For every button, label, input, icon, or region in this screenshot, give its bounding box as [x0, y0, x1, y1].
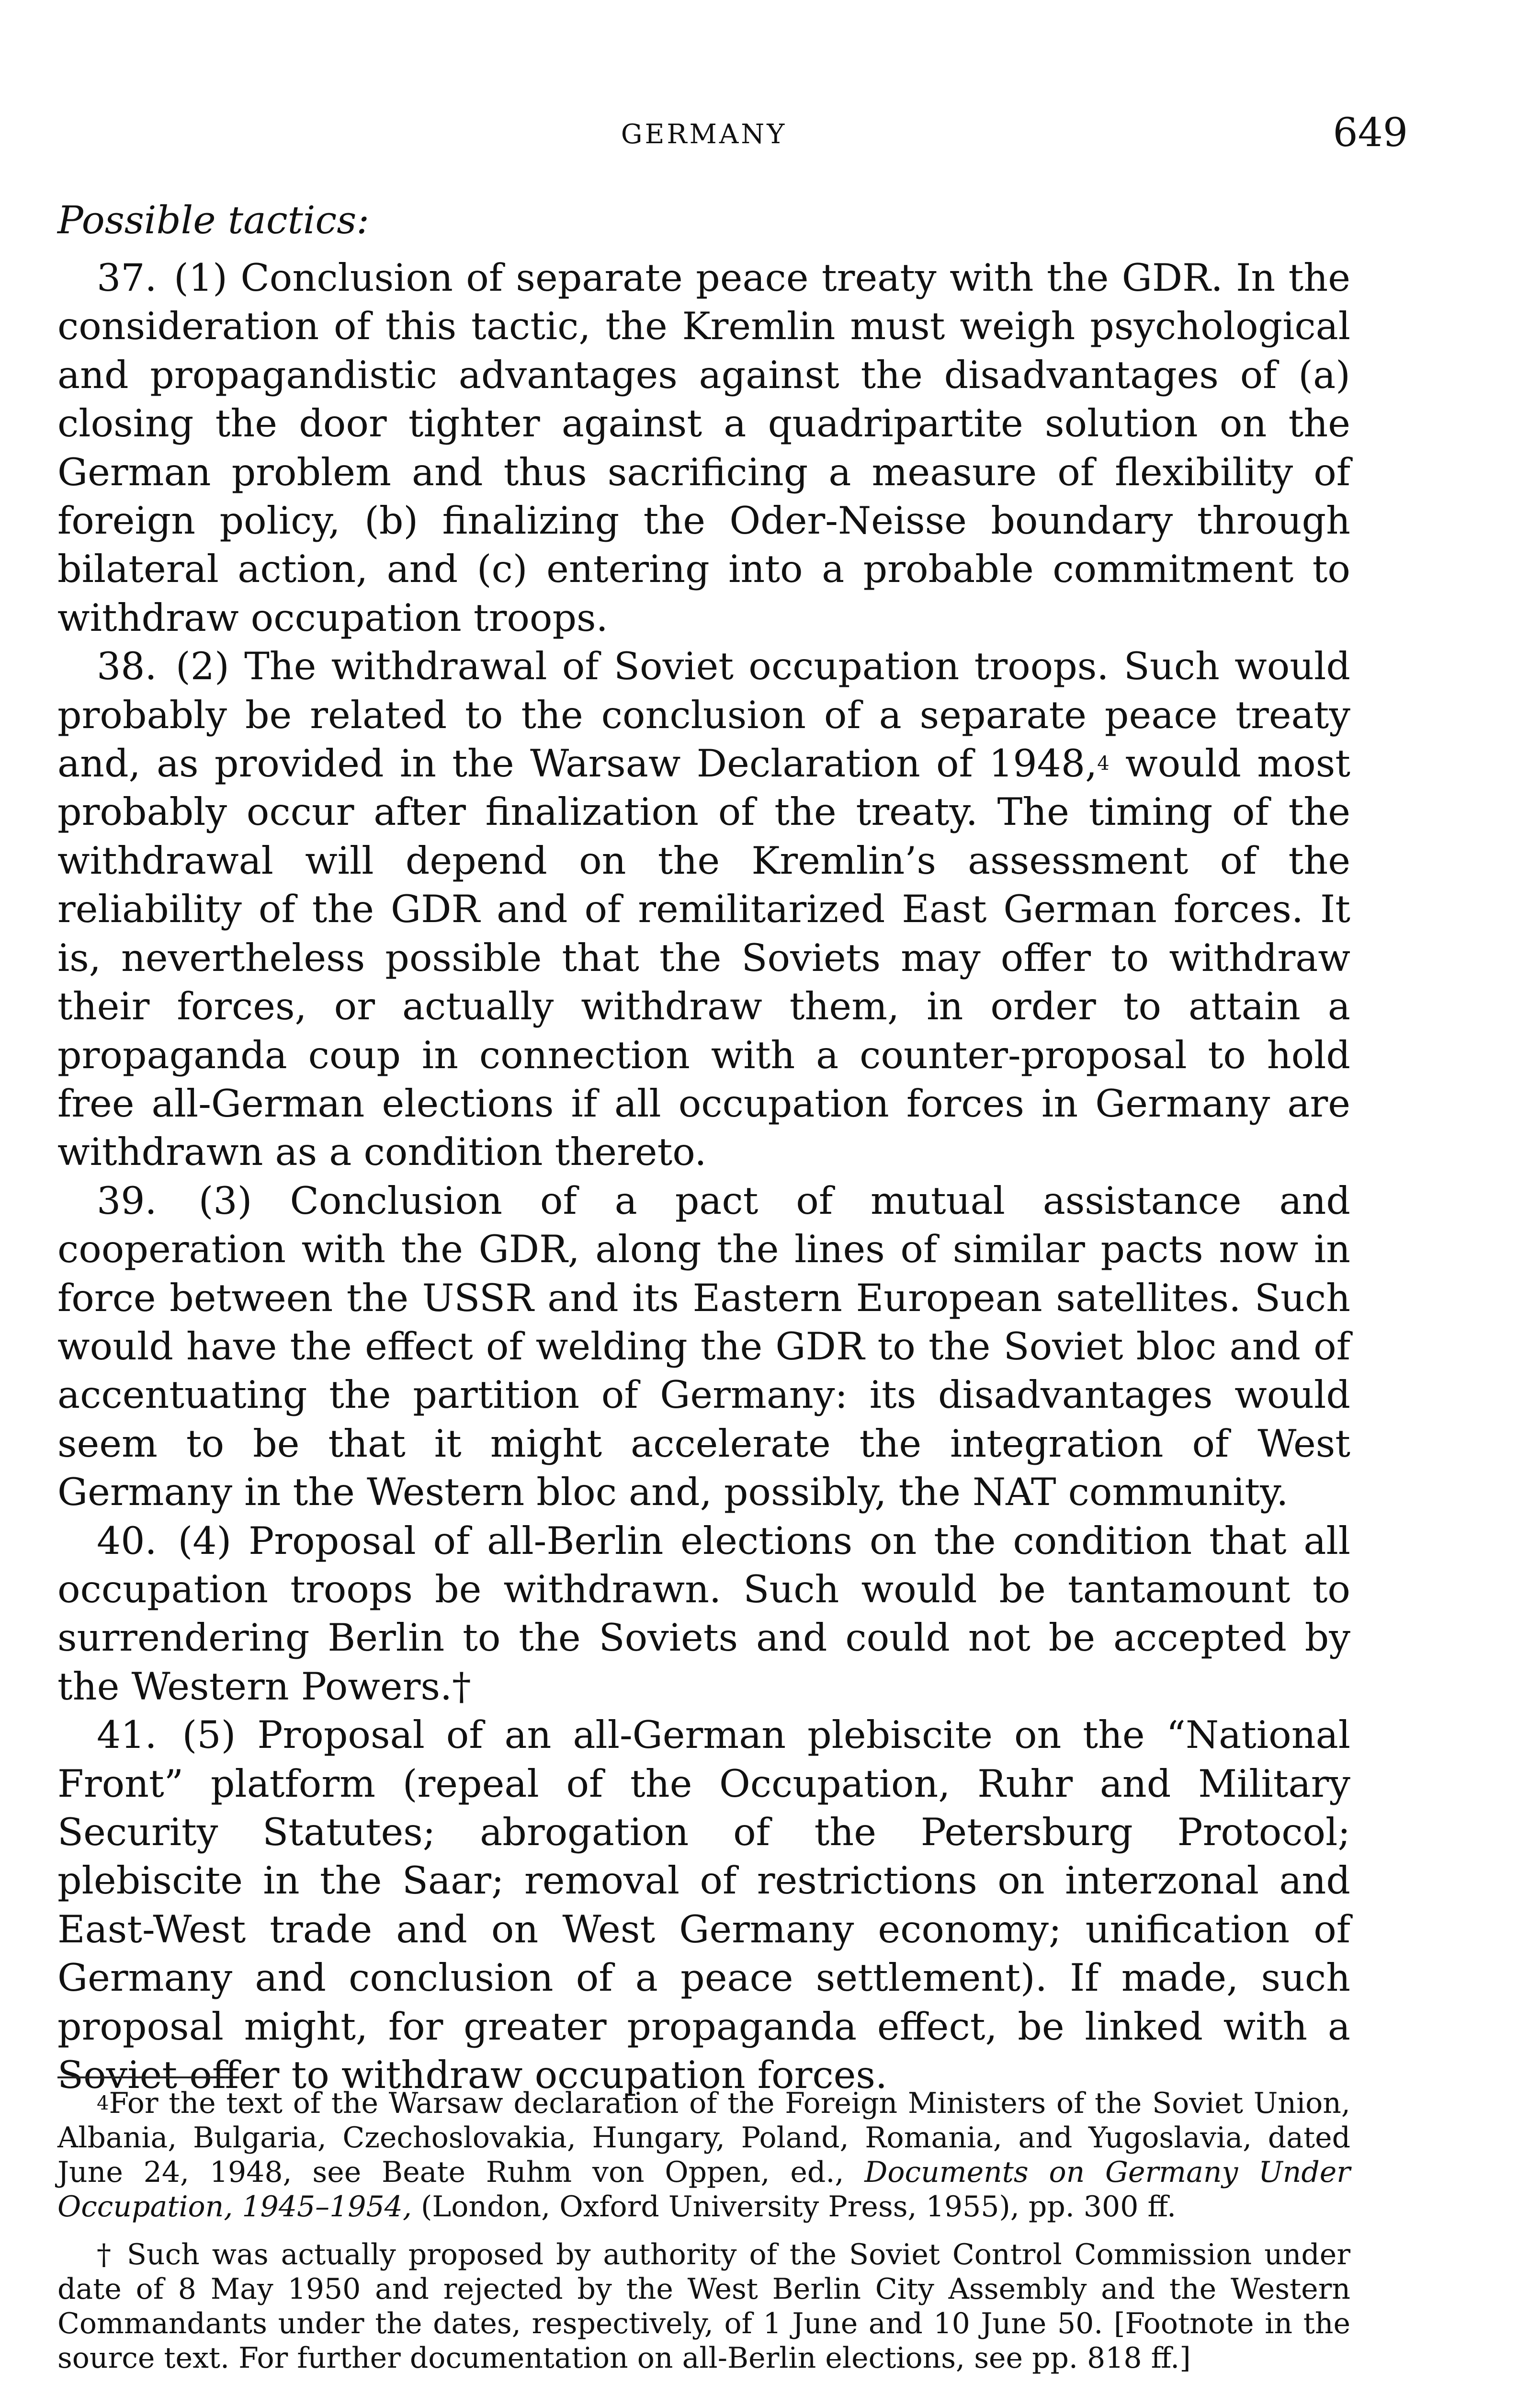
- page-header: [57, 110, 1408, 156]
- paragraph-38: [57, 642, 1350, 1176]
- paragraph-41: [57, 1711, 1350, 2099]
- footnote-book-title: Documents on Germany Under Occupation, 1945–1954,: [57, 2156, 1350, 2224]
- footnote-text: For the text of the Warsaw declaration of the Foreign Ministers of the Soviet Union, Albania, Bulgaria, Czechoslovakia, Hungary, Poland, Romania, and Yugoslavia, dated June 24, 1948, see Beate Ruhm von Oppen, ed.,: [57, 2087, 1350, 2189]
- footnote-4: [57, 2086, 1350, 2224]
- paragraph-text: (3) Conclusion of a pact of mutual assistance and cooperation with the GDR, along the lines of similar pacts now in force between the USSR and its Eastern European satellites. Such would have the effect of welding the GDR to the Soviet bloc and of accentuating the partition of Germany: its disadvantages would seem to be that it might accelerate the integration of West Germany in the Western bloc and, possibly, the NAT community.: [57, 1178, 1350, 1515]
- footnote-reference[interactable]: 4: [1097, 753, 1110, 775]
- paragraph-number: 40.: [97, 1518, 157, 1563]
- footnote-text-continued: (London, Oxford University Press, 1955), pp. 300 ff.: [411, 2190, 1177, 2224]
- paragraph-number: 39.: [97, 1178, 157, 1223]
- footnote-divider: [57, 2076, 239, 2078]
- footnote-marker: †: [97, 2238, 114, 2271]
- paragraph-39: [57, 1177, 1350, 1517]
- paragraph-37: [57, 254, 1350, 642]
- section-heading: Possible tactics:: [57, 198, 370, 242]
- paragraph-number: 38.: [97, 644, 157, 689]
- footnote-marker: 4: [97, 2092, 109, 2114]
- footnote-dagger: [57, 2237, 1350, 2375]
- paragraph-text-continued: would most probably occur after finalization of the treaty. The timing of the withdrawal will depend on the Kremlin’s assessment of the reliability of the GDR and of remilitarized East German forces. It is, nevertheless possible that the Soviets may offer to withdraw their forces, or actually withdraw them, in order to attain a propaganda coup in connection with a counter-proposal to hold free all-German elections if all occupation forces in Germany are withdrawn as a condition thereto.: [57, 741, 1350, 1175]
- page-number: 649: [1333, 110, 1408, 156]
- paragraph-40: [57, 1517, 1350, 1711]
- running-title: GERMANY: [621, 119, 787, 150]
- paragraph-number: 37.: [97, 256, 157, 300]
- paragraph-text: (1) Conclusion of separate peace treaty with the GDR. In the consideration of this tactic, the Kremlin must weigh psychological and propagandistic advantages against the disadvantages of (a) closing the door tighter against a quadripartite solution on the German problem and thus sacrificing a measure of flexibility of foreign policy, (b) finalizing the Oder-Neisse boundary through bilateral action, and (c) entering into a probable commitment to withdraw occupation troops.: [57, 256, 1350, 640]
- paragraph-text: (2) The withdrawal of Soviet occupation troops. Such would probably be related to the conclusion of a separate peace treaty and, as provided in the Warsaw Declaration of 1948,: [57, 644, 1350, 786]
- main-content: [57, 196, 1350, 2099]
- paragraph-text: (4) Proposal of all-Berlin elections on the condition that all occupation troops be withdrawn. Such would be tantamount to surrendering Berlin to the Soviets and could not be accepted by the Western Powers.†: [57, 1518, 1350, 1709]
- footnotes: [57, 2086, 1350, 2375]
- paragraph-text: (5) Proposal of an all-German plebiscite on the “National Front” platform (repeal of the Occupation, Ruhr and Military Security Statutes; abrogation of the Petersburg Protocol; plebiscite in the Saar; removal of restrictions on interzonal and East-West trade and on West Germany economy; unification of Germany and conclusion of a peace settlement). If made, such proposal might, for greater propaganda effect, be linked with a Soviet offer to withdraw occupation forces.: [57, 1713, 1350, 2098]
- footnote-text: Such was actually proposed by authority of the Soviet Control Commission under date of 8 May 1950 and rejected by the West Berlin City Assembly and the Western Commandants under the dates, respectively, of 1 June and 10 June 50. [Footnote in the source text. For further documentation on all-Berlin elections, see pp. 818 ff.]: [57, 2238, 1350, 2375]
- paragraph-number: 41.: [97, 1713, 157, 1757]
